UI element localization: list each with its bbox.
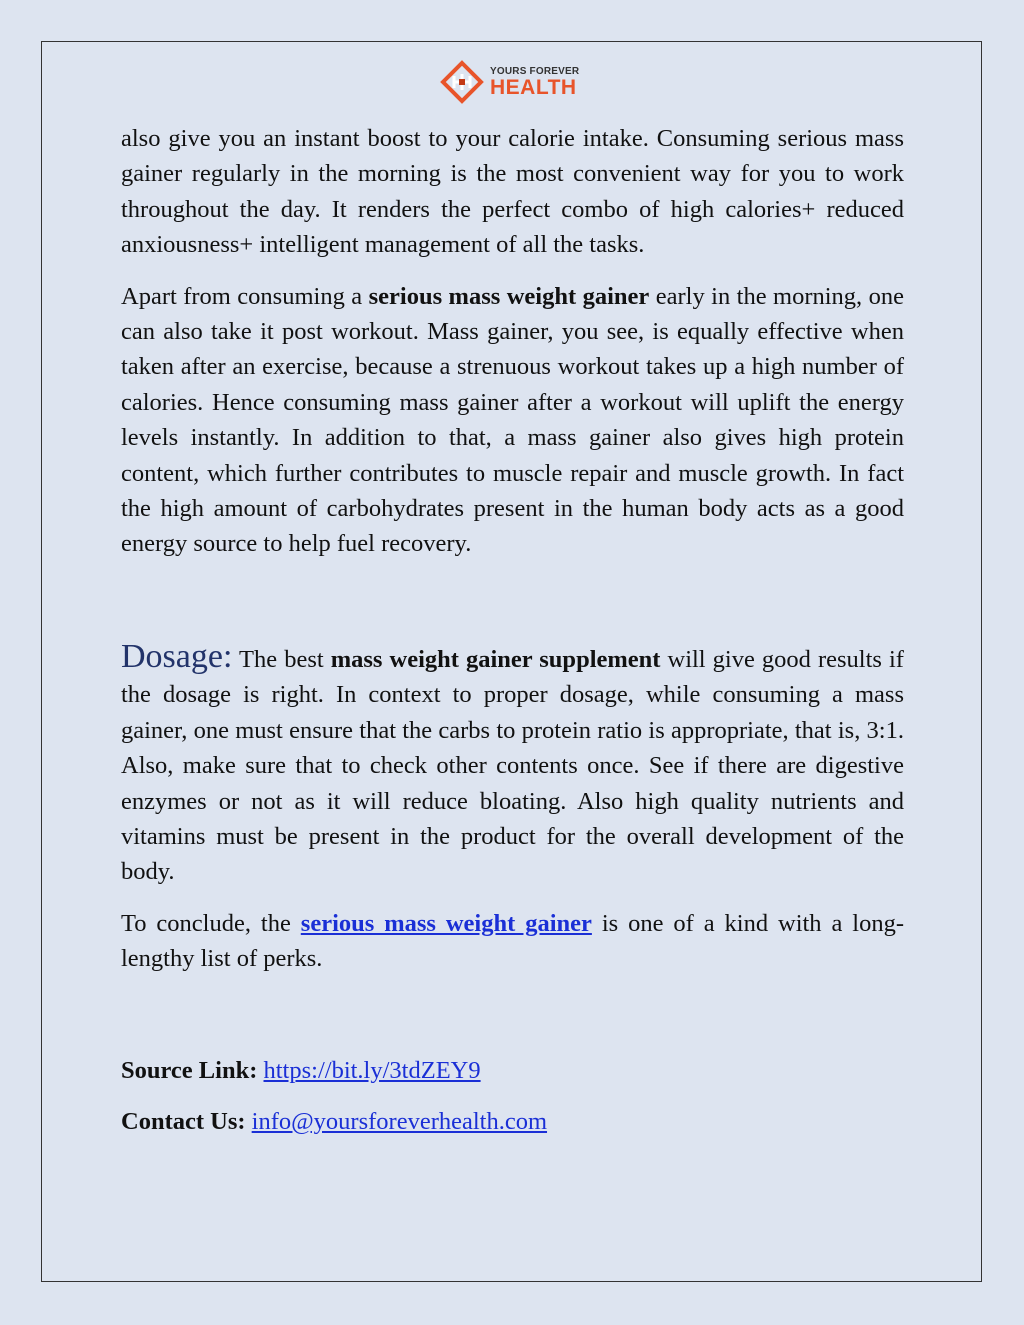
document-page	[41, 41, 982, 1282]
para2-bold-keyword: serious mass weight gainer	[368, 282, 650, 310]
para2-text-after: early in the morning, one can also take it post workout. Mass gainer, you see, is equally effective when taken after an exercise, because a strenuous workout takes up a high number of calories. Hence consuming mass gainer after a workout will uplift the energy levels instantly. In addition to that, a mass gainer also gives high protein content, which further contributes to muscle repair and muscle growth. In fact the high amount of carbohydrates present in the human body acts as a good energy source to help fuel recovery.	[121, 282, 904, 558]
yfh-logo-icon	[440, 60, 484, 104]
dosage-heading: Dosage:	[121, 637, 233, 675]
logo-top-text: YOURS FOREVER	[490, 65, 580, 77]
para2-text-before: Apart from consuming a	[121, 282, 369, 310]
dosage-bold-keyword: mass weight gainer supplement	[330, 645, 661, 673]
paragraph-calorie-boost: also give you an instant boost to your calorie intake. Consuming serious mass gainer regularly in the morning is the most convenient way for you to work throughout the day. It renders the perfect combo of high calories+ reduced anxiousness+ intelligent management of all the tasks.	[121, 125, 904, 259]
paragraph-conclusion	[121, 906, 904, 977]
brand-logo	[440, 60, 579, 104]
source-link[interactable]: https://bit.ly/3tdZEY9	[263, 1056, 481, 1084]
contact-line	[121, 1104, 904, 1139]
dosage-text-after: will give good results if the dosage is right. In context to proper dosage, while consuming a mass gainer, one must ensure that the carbs to protein ratio is appropriate, that is, 3:1. Also, make sure that to check other contents once. See if there are digestive enzymes or not as it will reduce bloating. Also high quality nutrients and vitamins must be present in the product for the overall development of the body.	[121, 645, 904, 886]
conclude-link-text: serious mass weight gainer	[300, 909, 592, 937]
source-label: Source Link:	[121, 1056, 258, 1084]
contact-label: Contact Us:	[121, 1107, 246, 1135]
paragraph-post-workout	[121, 279, 904, 562]
article-body	[121, 121, 904, 1139]
conclude-text-before: To conclude, the	[121, 909, 301, 937]
source-line	[121, 1053, 904, 1088]
dosage-text-before: The best	[232, 645, 331, 673]
logo-bottom-text: HEALTH	[490, 75, 577, 99]
contact-email-link[interactable]: info@yoursforeverhealth.com	[251, 1107, 548, 1135]
paragraph-dosage	[121, 639, 904, 890]
conclude-text-after: is one of a kind with a long- lengthy list of perks.	[121, 909, 905, 973]
serious-mass-gainer-link[interactable]	[301, 910, 592, 937]
